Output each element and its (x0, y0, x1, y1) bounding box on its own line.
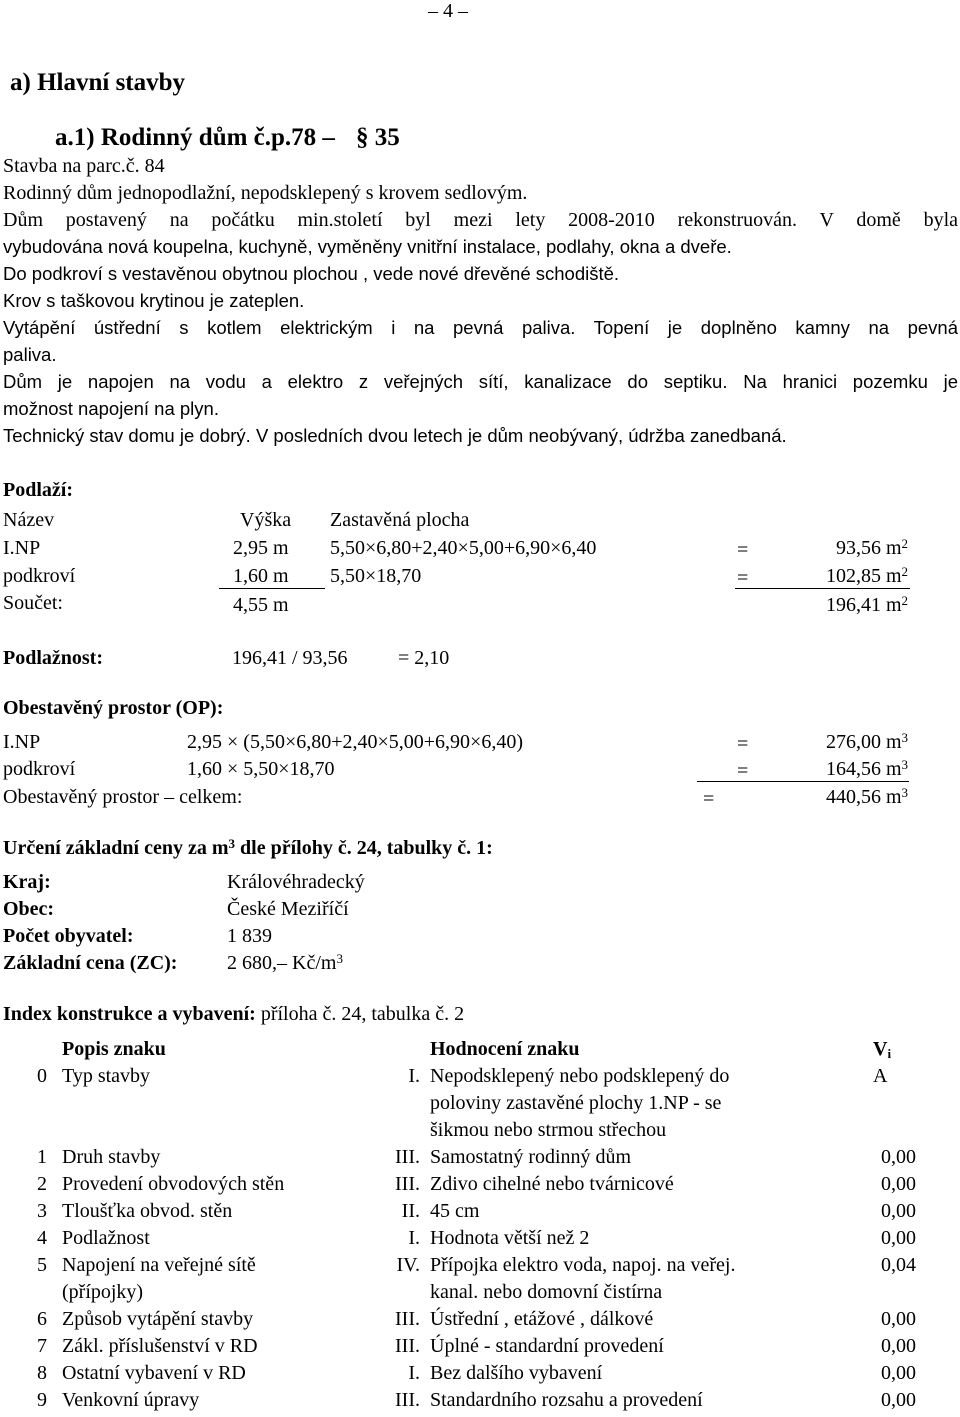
index-row-value: 0,00 (881, 1335, 916, 1357)
index-row-number: 3 (37, 1200, 47, 1222)
index-row-name: Způsob vytápění stavby (62, 1308, 254, 1330)
description-line: Dům je napojen na vodu a elektro z veřejných sítí, kanalizace do septiku. Na hranici pozemku je (3, 371, 958, 392)
floor-formula: 5,50×18,70 (330, 565, 422, 587)
index-row-number: 5 (37, 1254, 47, 1276)
kraj-label: Kraj: (3, 871, 51, 893)
index-row-description: Nepodsklepený nebo podsklepený do (430, 1065, 730, 1087)
section-heading: a) Hlavní stavby (10, 69, 186, 96)
index-row-name: Typ stavby (62, 1065, 151, 1087)
index-row-number: 1 (37, 1146, 47, 1168)
index-row-grade: III. (395, 1146, 420, 1168)
description-line: paliva. (3, 344, 57, 365)
page-number: – 4 – (428, 0, 468, 22)
description-line: Technický stav domu je dobrý. V posledních dvou letech je dům neobývaný, údržba zanedbaná. (3, 425, 787, 446)
index-row-number: 6 (37, 1308, 47, 1330)
index-row-grade: III. (395, 1308, 420, 1330)
index-row-name: Provedení obvodových stěn (62, 1173, 285, 1195)
base-price-label: Základní cena (ZC): (3, 952, 178, 974)
index-row-description: 45 cm (430, 1200, 480, 1222)
podlaznost-formula: 196,41 / 93,56 (232, 647, 348, 669)
floors-total-value: 196,41 $m^2$ (825, 593, 908, 616)
index-row-description: Zdivo cihelné nebo tvárnicové (430, 1173, 674, 1195)
description-line: Stavba na parc.č. 84 (3, 155, 165, 177)
index-row-number: 7 (37, 1335, 47, 1357)
index-row-description: Samostatný rodinný dům (430, 1146, 632, 1168)
floors-header-area: Zastavěná plocha (330, 509, 470, 531)
op-formula: 2,95 × (5,50×6,80+2,40×5,00+6,90×6,40) (187, 731, 523, 753)
index-title: Index konstrukce a vybavení: příloha č. 24, tabulka č. 2 (3, 1003, 465, 1025)
population-value: 1 839 (227, 925, 272, 947)
op-name: I.NP (3, 731, 41, 753)
index-row-value: 0,00 (881, 1389, 916, 1411)
op-name: podkroví (3, 758, 76, 780)
sum-rule (697, 781, 909, 782)
equals-sign: = (737, 539, 749, 561)
index-row-description: Standardního rozsahu a provedení (430, 1389, 703, 1411)
index-row-number: 8 (37, 1362, 47, 1384)
podlaznost-result: = 2,10 (398, 647, 450, 669)
index-row-grade: I. (408, 1362, 420, 1384)
floor-height: 1,60 m (233, 565, 289, 587)
index-row-description: kanal. nebo domovní čistírna (430, 1281, 663, 1303)
index-header-popis: Popis znaku (62, 1038, 166, 1060)
index-row-description: Přípojka elektro voda, napoj. na veřej. (430, 1254, 736, 1276)
index-row-value: 0,00 (881, 1227, 916, 1249)
obec-label: Obec: (3, 898, 55, 920)
base-price-value: 2 680,– $Kč/m^3$ (227, 951, 343, 974)
index-row-grade: III. (395, 1173, 420, 1195)
op-formula: 1,60 × 5,50×18,70 (187, 758, 335, 780)
op-value: 276,00 $m^3$ (825, 730, 908, 753)
index-row-number: 4 (37, 1227, 47, 1249)
podlaznost-label: Podlažnost: (3, 647, 103, 669)
population-label: Počet obyvatel: (3, 925, 134, 947)
sum-rule (735, 588, 910, 589)
index-header-v: $V_i$ (873, 1038, 892, 1061)
description-line: Vytápění ústřední s kotlem elektrickým i na pevná paliva. Topení je doplněno kamny na pevná (3, 317, 958, 338)
description-line: možnost napojení na plyn. (3, 398, 219, 419)
kraj-value: Královéhradecký (227, 871, 365, 893)
floor-area-value: 102,85 $m^2$ (825, 564, 908, 587)
subsection-heading: a.1) Rodinný dům č.p.78 – (55, 124, 335, 151)
index-row-number: 0 (37, 1065, 47, 1087)
base-price-title: Určení základní ceny za $m^3$ dle přílohy č. 24, tabulky č. 1: (3, 836, 493, 859)
floors-total-height: 4,55 m (233, 594, 289, 616)
index-row-value: 0,00 (881, 1308, 916, 1330)
index-row-name: Druh stavby (62, 1146, 161, 1168)
description-line: Dům postavený na počátku min.století byl mezi lety 2008-2010 rekonstruován. V domě byla (3, 209, 958, 231)
index-row-description: poloviny zastavěné plochy 1.NP - se (430, 1092, 722, 1114)
equals-sign: = (737, 733, 749, 755)
floors-header-name: Název (3, 509, 55, 531)
index-row-value: 0,00 (881, 1200, 916, 1222)
description-line: Krov s taškovou krytinou je zateplen. (3, 290, 305, 311)
index-row-name: Tloušťka obvod. stěn (62, 1200, 233, 1222)
index-row-value: 0,00 (881, 1362, 916, 1384)
floors-title: Podlaží: (3, 479, 73, 501)
floor-height: 2,95 m (233, 537, 289, 559)
index-row-description: Ústřední , etážové , dálkové (430, 1308, 654, 1330)
index-row-value: 0,04 (881, 1254, 916, 1276)
description-line: vybudována nová koupelna, kuchyně, vyměněny vnitřní instalace, podlahy, okna a dveře. (3, 236, 732, 257)
index-row-grade: I. (408, 1227, 420, 1249)
index-row-value: 0,00 (881, 1146, 916, 1168)
index-row-name: Ostatní vybavení v RD (62, 1362, 246, 1384)
op-title: Obestavěný prostor (OP): (3, 697, 224, 719)
equals-sign: = (737, 760, 749, 782)
index-row-name: Podlažnost (62, 1227, 150, 1249)
floor-name: I.NP (3, 537, 41, 559)
sum-rule (219, 588, 325, 589)
description-line: Rodinný dům jednopodlažní, nepodsklepený s krovem sedlovým. (3, 182, 528, 204)
index-row-grade: II. (401, 1200, 420, 1222)
obec-value: České Meziříčí (227, 898, 349, 920)
paragraph-symbol: § 35 (356, 124, 400, 151)
index-row-value: A (873, 1065, 888, 1087)
op-total-value: 440,56 $m^3$ (825, 785, 908, 808)
index-header-hodnoceni: Hodnocení znaku (430, 1038, 580, 1060)
index-row-grade: IV. (396, 1254, 420, 1276)
floor-area-value: 93,56 $m^2$ (835, 536, 908, 559)
index-row-description: Hodnota větší než 2 (430, 1227, 590, 1249)
equals-sign: = (703, 788, 715, 810)
index-row-number: 9 (37, 1389, 47, 1411)
index-row-value: 0,00 (881, 1173, 916, 1195)
equals-sign: = (737, 567, 749, 589)
index-row-name: (přípojky) (62, 1281, 144, 1303)
index-row-name: Napojení na veřejné sítě (62, 1254, 256, 1276)
op-total-label: Obestavěný prostor – celkem: (3, 786, 243, 808)
description-line: Do podkroví s vestavěnou obytnou plochou , vede nové dřevěné schodiště. (3, 263, 620, 284)
index-row-name: Venkovní úpravy (62, 1389, 200, 1411)
floor-formula: 5,50×6,80+2,40×5,00+6,90×6,40 (330, 537, 597, 559)
floor-name: podkroví (3, 565, 76, 587)
op-value: 164,56 $m^3$ (825, 757, 908, 780)
index-row-grade: III. (395, 1335, 420, 1357)
floors-total-label: Součet: (3, 592, 63, 614)
index-row-description: Úplné - standardní provedení (430, 1335, 664, 1357)
index-row-grade: I. (408, 1065, 420, 1087)
index-row-description: šikmou nebo strmou střechou (430, 1119, 667, 1141)
index-row-name: Zákl. příslušenství v RD (62, 1335, 258, 1357)
index-row-description: Bez dalšího vybavení (430, 1362, 603, 1384)
floors-header-height: Výška (240, 509, 292, 531)
index-row-number: 2 (37, 1173, 47, 1195)
index-row-grade: III. (395, 1389, 420, 1411)
